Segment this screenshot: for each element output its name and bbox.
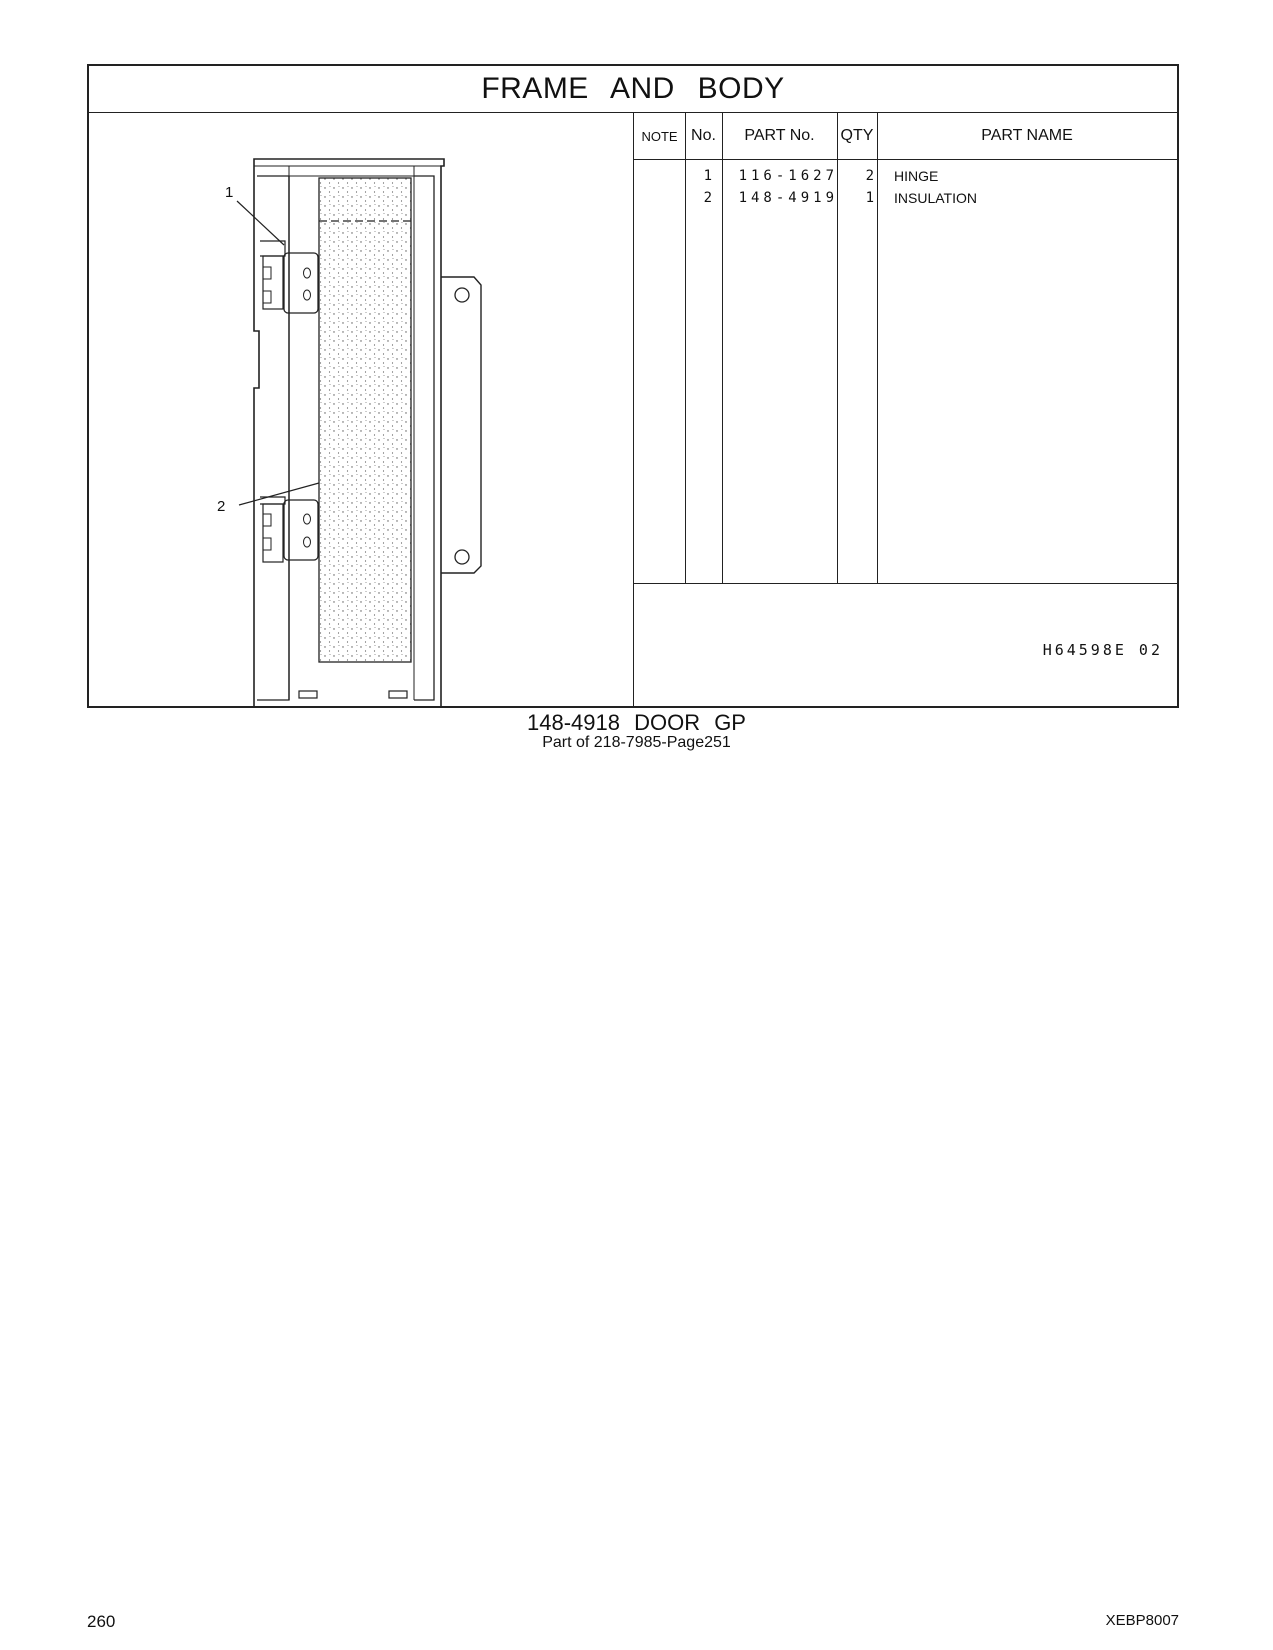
document-code: XEBP8007 [1105, 1612, 1179, 1629]
table-header [634, 113, 1177, 160]
row-qty: 2 [865, 168, 874, 184]
header-part-no: PART No. [744, 127, 815, 144]
row-no: 2 [703, 190, 712, 206]
exploded-view-illustration [89, 113, 634, 706]
assembly-title: 148-4918 DOOR GP [527, 710, 746, 735]
table-row [634, 187, 1177, 210]
row-part-name: HINGE [894, 168, 939, 184]
assembly-subtitle: Part of 218-7985-Page251 [542, 734, 731, 751]
parts-frame [87, 64, 1179, 708]
header-part-name: PART NAME [981, 127, 1073, 144]
header-note: NOTE [641, 128, 678, 144]
illustration-reference-code: H64598E 02 [1042, 641, 1163, 659]
row-qty: 1 [865, 190, 874, 206]
row-part-no: 116-1627 [738, 168, 838, 184]
row-part-no: 148-4919 [738, 190, 838, 206]
callout-1-label: 1 [225, 184, 234, 201]
table-bottom-rule [634, 583, 1177, 584]
section-title: FRAME AND BODY [89, 66, 1177, 113]
table-row [634, 165, 1177, 188]
callout-2-label: 2 [217, 498, 226, 515]
header-qty: QTY [840, 127, 874, 144]
door-drawing [89, 113, 634, 706]
parts-table [634, 113, 1177, 706]
header-no: No. [691, 127, 716, 144]
row-part-name: INSULATION [894, 190, 977, 206]
page-number: 260 [87, 1612, 116, 1631]
row-no: 1 [703, 168, 712, 184]
